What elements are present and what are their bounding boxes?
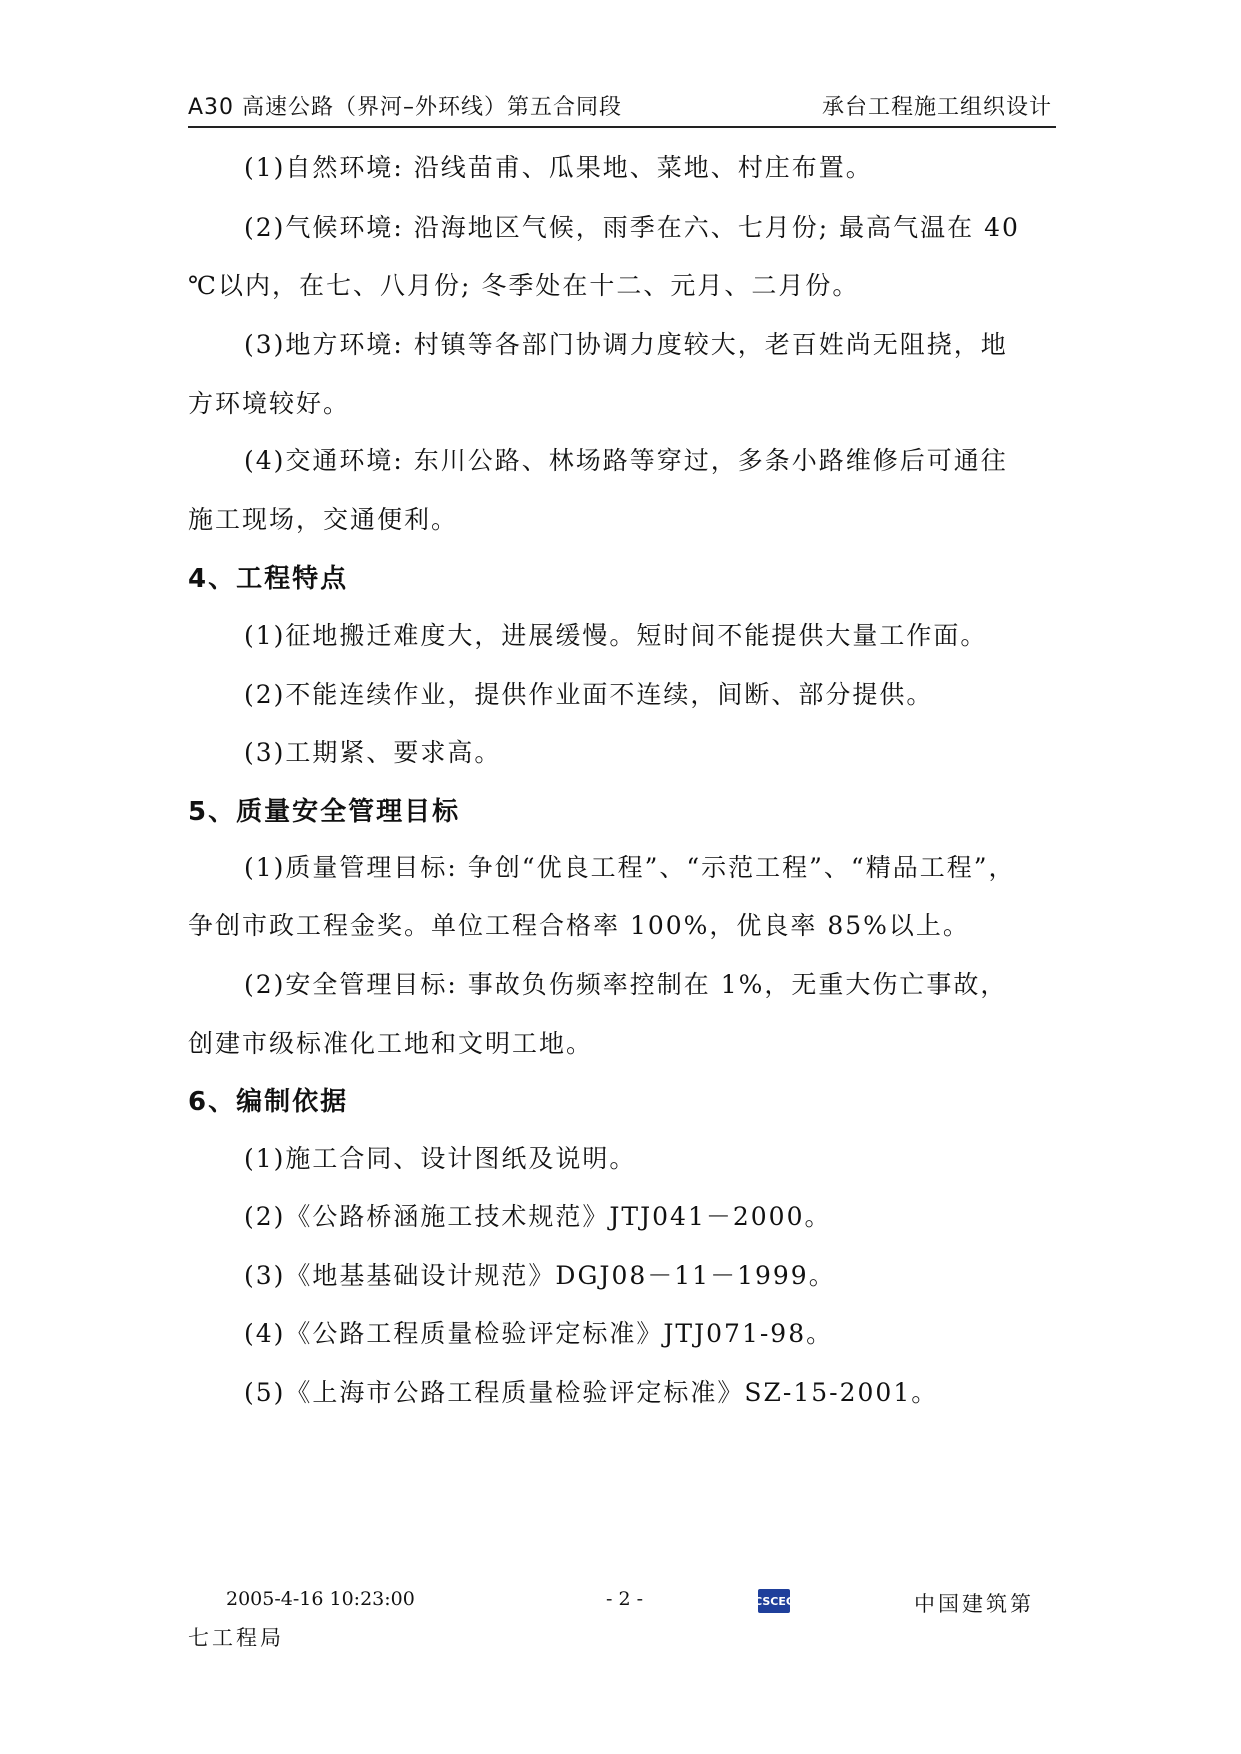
header-document-title: 承台工程施工组织设计 [821,95,1052,120]
paragraph-quality-goal: (1)质量管理目标: 争创“优良工程”、“示范工程”、“精品工程”， [244,853,1016,882]
page-header [188,86,1056,128]
paragraph-feature-1: (1)征地搬迁难度大，进展缓慢。短时间不能提供大量工作面。 [244,621,988,650]
section-heading-compilation-basis: 6、编制依据 [188,1087,349,1117]
footer-page-number: - 2 - [606,1588,644,1610]
paragraph-quality-goal-cont: 争创市政工程金奖。单位工程合格率 100%，优良率 85%以上。 [188,911,970,940]
section-heading-quality-safety-goals: 5、质量安全管理目标 [188,797,461,827]
paragraph-safety-goal-cont: 创建市级标准化工地和文明工地。 [188,1029,594,1058]
paragraph-local-environment: (3)地方环境: 村镇等各部门协调力度较大，老百姓尚无阻挠，地 [244,330,1008,359]
paragraph-traffic-environment: (4)交通环境: 东川公路、林场路等穿过，多条小路维修后可通往 [244,446,1008,475]
paragraph-local-environment-cont: 方环境较好。 [188,389,351,418]
footer-organization-cont: 七工程局 [188,1626,284,1650]
paragraph-feature-2: (2)不能连续作业，提供作业面不连续，间断、部分提供。 [244,680,934,709]
basis-item-2: (2)《公路桥涵施工技术规范》JTJ041－2000。 [244,1202,832,1231]
company-logo-icon: CSCEC [758,1589,790,1613]
paragraph-traffic-environment-cont: 施工现场，交通便利。 [188,505,459,534]
basis-item-3: (3)《地基基础设计规范》DGJ08－11－1999。 [244,1261,836,1290]
paragraph-natural-environment: (1)自然环境: 沿线苗甫、瓜果地、菜地、村庄布置。 [244,153,873,182]
basis-item-5: (5)《上海市公路工程质量检验评定标准》SZ-15-2001。 [244,1378,939,1407]
paragraph-climate-environment-cont: ℃以内，在七、八月份; 冬季处在十二、元月、二月份。 [188,271,860,300]
footer-date: 2005-4-16 10:23:00 [226,1588,415,1610]
header-project-title: A30 高速公路（界河–外环线）第五合同段 [188,95,623,120]
basis-item-1: (1)施工合同、设计图纸及说明。 [244,1144,637,1173]
paragraph-feature-3: (3)工期紧、要求高。 [244,738,502,767]
footer-organization: 中国建筑第 [914,1592,1034,1616]
paragraph-climate-environment: (2)气候环境: 沿海地区气候，雨季在六、七月份; 最高气温在 40 [244,213,1020,242]
basis-item-4: (4)《公路工程质量检验评定标准》JTJ071-98。 [244,1319,834,1348]
paragraph-safety-goal: (2)安全管理目标: 事故负伤频率控制在 1%，无重大伤亡事故， [244,970,1008,999]
section-heading-project-features: 4、工程特点 [188,564,349,594]
